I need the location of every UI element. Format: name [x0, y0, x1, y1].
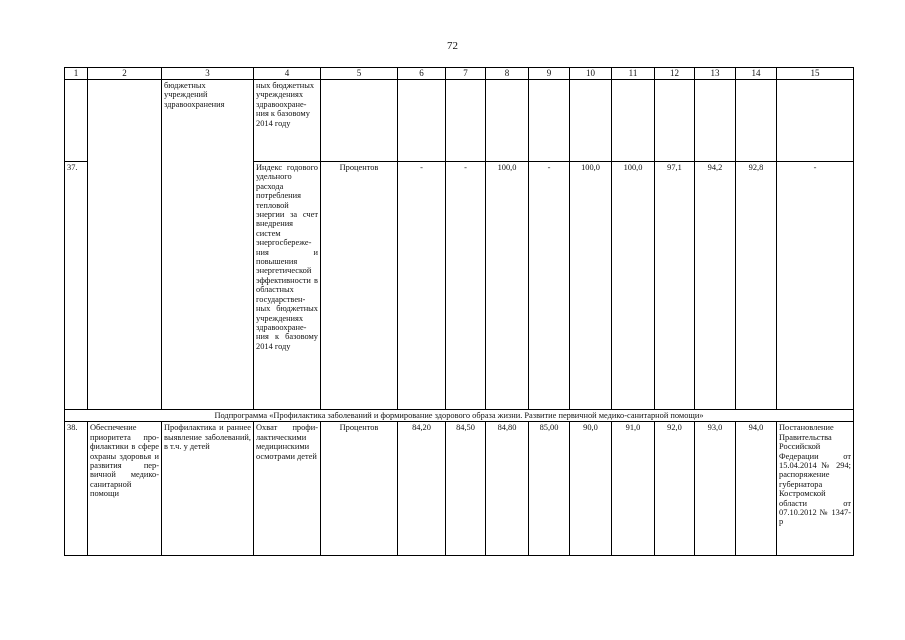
- goal-cell: бюджетных учреждений здравоохранения: [162, 80, 254, 410]
- table-cell: [655, 80, 695, 162]
- indicators-table: [64, 67, 854, 556]
- indicator-cell: Индекс годового удельного расхода потребления тепловой энергии за счет внедрения систем энергосбереже-ния и повышения энергетической эффективности в областных государствен-ных бюджетных учреждениях здравоохране-ния к базовому 2014 году: [254, 162, 321, 410]
- indicator-cell: Охват профи-лактическими медицинскими осмотрами детей: [254, 422, 321, 556]
- unit-cell: Процентов: [321, 422, 398, 556]
- column-header: 14: [736, 68, 777, 80]
- value-cell: 92,0: [655, 422, 695, 556]
- column-header: 4: [254, 68, 321, 80]
- column-header: 7: [446, 68, 486, 80]
- value-cell: -: [529, 162, 570, 410]
- column-header: 2: [88, 68, 162, 80]
- basis-cell: -: [777, 162, 854, 410]
- value-cell: 84,50: [446, 422, 486, 556]
- table-cell: [88, 80, 162, 410]
- column-header: 13: [695, 68, 736, 80]
- unit-cell: Процентов: [321, 162, 398, 410]
- table-cell: [446, 80, 486, 162]
- table-row: [65, 422, 854, 556]
- value-cell: -: [446, 162, 486, 410]
- column-numbers-row: [65, 68, 854, 80]
- table-cell: [398, 80, 446, 162]
- value-cell: 100,0: [570, 162, 612, 410]
- table-cell: [65, 80, 88, 162]
- value-cell: 91,0: [612, 422, 655, 556]
- value-cell: -: [398, 162, 446, 410]
- column-header: 12: [655, 68, 695, 80]
- table-cell: [695, 80, 736, 162]
- table-cell: [321, 80, 398, 162]
- table-row-continuation: [65, 80, 854, 162]
- table-cell: [736, 80, 777, 162]
- task-cell: Профилактика и раннее выявление заболеваний, в т.ч. у детей: [162, 422, 254, 556]
- value-cell: 84,20: [398, 422, 446, 556]
- table-cell: [612, 80, 655, 162]
- value-cell: 90,0: [570, 422, 612, 556]
- value-cell: 94,2: [695, 162, 736, 410]
- table-cell: [777, 80, 854, 162]
- value-cell: 84,80: [486, 422, 529, 556]
- table-cell: [570, 80, 612, 162]
- column-header: 8: [486, 68, 529, 80]
- indicator-cell: ных бюджетных учреждениях здравоохране-ния к базовому 2014 году: [254, 80, 321, 162]
- value-cell: 85,00: [529, 422, 570, 556]
- column-header: 1: [65, 68, 88, 80]
- value-cell: 100,0: [486, 162, 529, 410]
- value-cell: 94,0: [736, 422, 777, 556]
- value-cell: 97,1: [655, 162, 695, 410]
- value-cell: 100,0: [612, 162, 655, 410]
- table-cell: [529, 80, 570, 162]
- row-number: 38.: [65, 422, 88, 556]
- goal-cell: Обеспечение приоритета про-филактики в сфере охраны здоровья и развития пер-вичной медико-санитарной помощи: [88, 422, 162, 556]
- value-cell: 93,0: [695, 422, 736, 556]
- column-header: 11: [612, 68, 655, 80]
- table-cell: [486, 80, 529, 162]
- column-header: 3: [162, 68, 254, 80]
- row-number: 37.: [65, 162, 88, 410]
- subprogram-title: Подпрограмма «Профилактика заболеваний и формирование здорового образа жизни. Развитие первичной медико-санитарной помощи»: [65, 410, 854, 422]
- column-header: 15: [777, 68, 854, 80]
- value-cell: 92,8: [736, 162, 777, 410]
- column-header: 5: [321, 68, 398, 80]
- column-header: 9: [529, 68, 570, 80]
- column-header: 6: [398, 68, 446, 80]
- basis-cell: Постановление Правительства Российской Федерации от 15.04.2014 № 294; распоряжение губернатора Костромской области от 07.10.2012 № 1347-р: [777, 422, 854, 556]
- subprogram-row: [65, 410, 854, 422]
- column-header: 10: [570, 68, 612, 80]
- page-number: 72: [447, 40, 458, 52]
